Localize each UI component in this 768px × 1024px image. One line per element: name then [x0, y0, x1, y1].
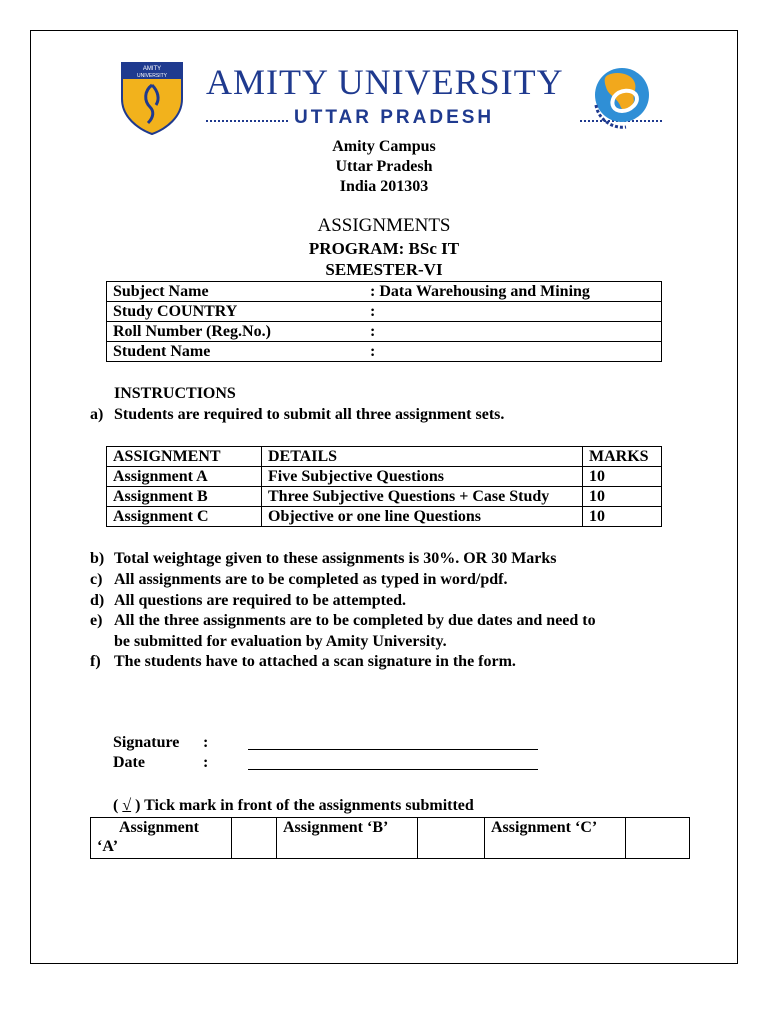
university-subtitle-row [206, 107, 576, 131]
date-line[interactable] [248, 753, 538, 770]
table-cell: Five Subjective Questions [262, 467, 583, 487]
instruction-text: All the three assignments are to be completed by due dates and need to [114, 612, 596, 629]
assignment-a-label-line1: Assignment [119, 819, 200, 836]
university-subtitle: UTTAR PRADESH [294, 107, 495, 128]
info-label: Roll Number (Reg.No.) [107, 322, 365, 342]
assignment-b-tick-box[interactable] [418, 818, 485, 859]
address-line-1: Amity Campus [332, 138, 436, 155]
table-cell: Assignment C [107, 507, 262, 527]
instruction-label: d) [90, 592, 105, 609]
signature-label: Signature [113, 734, 180, 751]
table-row [107, 282, 662, 302]
table-row [107, 507, 662, 527]
instruction-text: All assignments are to be completed as typed in word/pdf. [114, 571, 508, 588]
table-row [107, 322, 662, 342]
instruction-item [90, 612, 596, 630]
semester-title: SEMESTER-VI [325, 260, 443, 279]
column-header: MARKS [583, 447, 662, 467]
crest-text-university: UNIVERSITY [136, 73, 168, 79]
instruction-text: All questions are required to be attempted. [114, 592, 406, 609]
tick-instruction-text: ) Tick mark in front of the assignments submitted [135, 797, 474, 814]
instructions-heading: INSTRUCTIONS [114, 385, 236, 402]
assignment-marks-table [106, 446, 662, 527]
table-cell: Assignment B [107, 487, 262, 507]
info-label: Study COUNTRY [107, 302, 365, 322]
instruction-text: Total weightage given to these assignments is 30%. OR 30 Marks [114, 550, 557, 567]
university-crest-logo [118, 59, 186, 135]
address-line-3: India 201303 [339, 178, 429, 195]
table-cell: Objective or one line Questions [262, 507, 583, 527]
panafrican-enetwork-logo [586, 61, 656, 131]
table-row [91, 818, 690, 859]
assignment-b-label: Assignment ‘B’ [277, 818, 418, 859]
instruction-label: a) [90, 406, 104, 423]
instruction-label: e) [90, 612, 103, 629]
assignment-a-label-line2: ‘A’ [97, 838, 119, 855]
program-title: PROGRAM: BSc IT [308, 239, 460, 258]
table-row [107, 302, 662, 322]
table-cell: Three Subjective Questions + Case Study [262, 487, 583, 507]
instruction-continuation: be submitted for evaluation by Amity University. [114, 633, 447, 650]
table-cell: 10 [583, 507, 662, 527]
student-info-table [106, 281, 662, 362]
info-label: Student Name [107, 342, 365, 362]
submission-tick-table [90, 817, 690, 859]
info-value: : [364, 322, 662, 342]
table-cell: Assignment A [107, 467, 262, 487]
column-header: DETAILS [262, 447, 583, 467]
assignment-c-tick-box[interactable] [626, 818, 690, 859]
dotted-rule-left [206, 120, 288, 122]
table-row [107, 342, 662, 362]
instruction-item [90, 592, 406, 610]
instruction-label: c) [90, 571, 103, 588]
assignments-title: ASSIGNMENTS [317, 215, 451, 236]
table-row [107, 487, 662, 507]
letterhead [118, 55, 658, 135]
instruction-label: f) [90, 653, 101, 670]
info-value: : [364, 302, 662, 322]
assignment-c-label: Assignment ‘C’ [485, 818, 626, 859]
instruction-item [90, 550, 557, 568]
assignment-a-tick-box[interactable] [232, 818, 277, 859]
instruction-item [90, 653, 516, 671]
instruction-label: b) [90, 550, 105, 567]
table-header-row [107, 447, 662, 467]
tick-instruction [113, 797, 474, 815]
university-name: AMITY UNIVERSITY [206, 62, 564, 102]
column-header: ASSIGNMENT [107, 447, 262, 467]
info-value: : [364, 342, 662, 362]
instruction-text: Students are required to submit all three assignment sets. [114, 406, 505, 423]
crest-text-amity: AMITY [142, 66, 162, 72]
tick-mark-icon: √ [122, 797, 132, 814]
tick-open-paren: ( [113, 797, 119, 814]
table-row [107, 467, 662, 487]
instruction-text: The students have to attached a scan signature in the form. [114, 653, 516, 670]
info-label: Subject Name [107, 282, 365, 302]
table-cell: 10 [583, 487, 662, 507]
assignment-a-label [91, 818, 232, 859]
instruction-item [90, 571, 508, 589]
table-cell: 10 [583, 467, 662, 487]
address-line-2: Uttar Pradesh [335, 158, 433, 175]
info-value: : Data Warehousing and Mining [364, 282, 662, 302]
signature-colon: : [203, 734, 209, 751]
date-label: Date [113, 754, 145, 771]
signature-line[interactable] [248, 733, 538, 750]
date-colon: : [203, 754, 209, 771]
instruction-item [90, 406, 504, 424]
